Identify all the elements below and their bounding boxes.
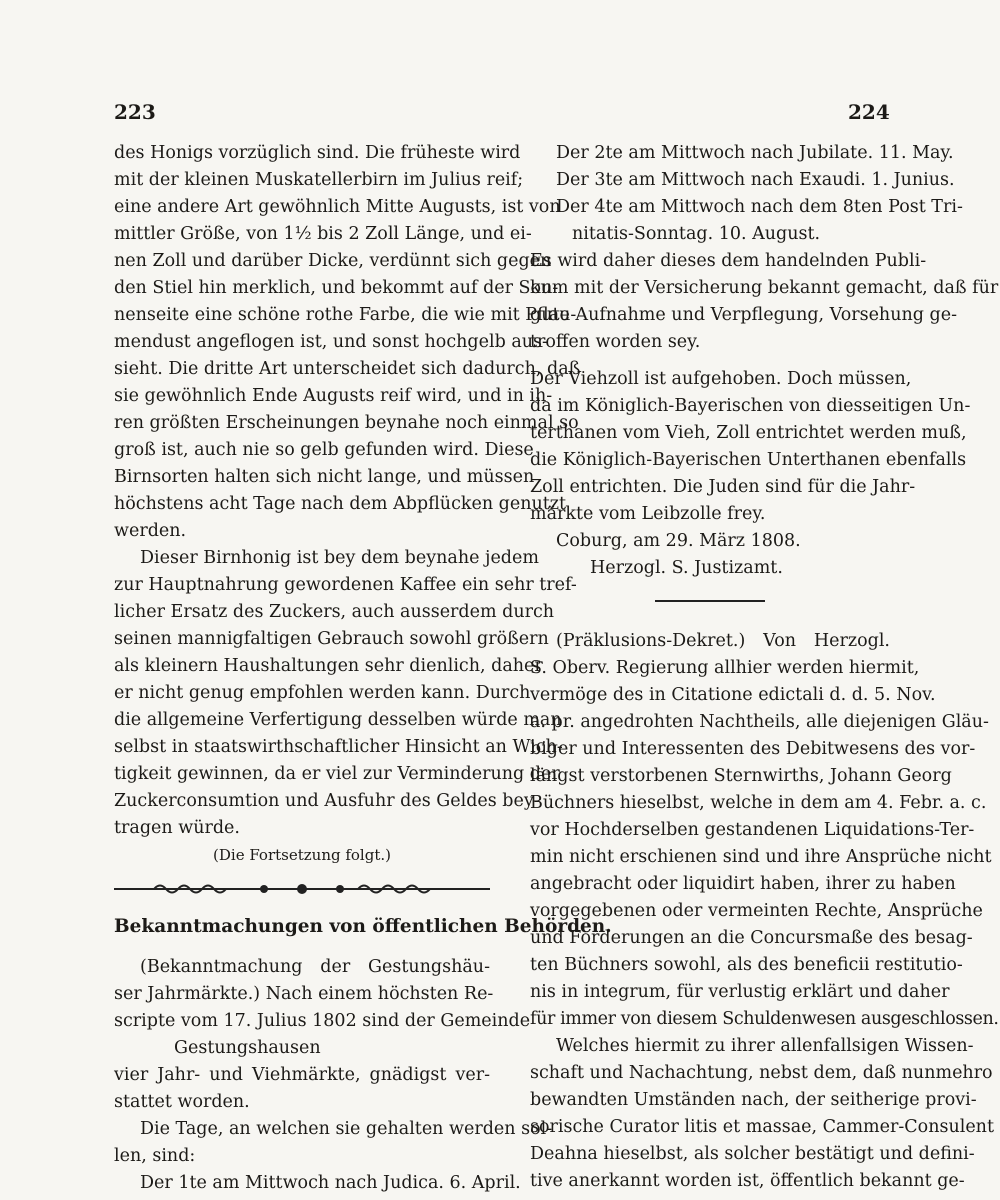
text-line: S. Oberv. Regierung allhier werden hiermit, <box>530 658 920 678</box>
section-heading: Bekanntmachungen von öffentlichen Behörden. <box>114 916 612 937</box>
text-line: min nicht erschienen sind und ihre Ansprüche nicht <box>530 847 992 867</box>
text-line: vier Jahr- und Viehmärkte, gnädigst ver- <box>114 1065 490 1085</box>
text-line: vorgegebenen oder vermeinten Rechte, Ansprüche <box>530 901 983 921</box>
text-line: kum mit der Versicherung bekannt gemacht, daß für <box>530 278 999 298</box>
signature: Herzogl. S. Justizamt. <box>590 558 783 578</box>
text-line: vermöge des in Citatione edictali d. d. 5. Nov. <box>530 685 936 705</box>
text-line: ren größten Erscheinungen beynahe noch einmal so <box>114 413 579 433</box>
text-line: Birnsorten halten sich nicht lange, und müssen <box>114 467 535 487</box>
text-line: die allgemeine Verfertigung desselben würde man <box>114 710 562 730</box>
text-line: biger und Interessenten des Debitwesens des vor- <box>530 739 976 759</box>
text-line: werden. <box>114 521 187 541</box>
text-line: zur Hauptnahrung gewordenen Kaffee ein sehr tref- <box>114 575 577 595</box>
text-line: höchstens acht Tage nach dem Abpflücken genutzt <box>114 494 567 514</box>
text-line: troffen worden sey. <box>530 332 701 352</box>
text-line: a. pr. angedrohten Nachtheils, alle diejenigen Gläu- <box>530 712 989 732</box>
right-column <box>530 140 999 1195</box>
text-line: nitatis-Sonntag. 10. August. <box>572 224 821 244</box>
text-line: groß ist, auch nie so gelb gefunden wird. Diese <box>114 440 534 460</box>
text-line: Gestungshausen <box>174 1038 321 1058</box>
continuation-note: (Die Fortsetzung folgt.) <box>213 846 391 864</box>
text-line: Der 2te am Mittwoch nach Jubilate. 11. May. <box>556 143 954 163</box>
text-line: tragen würde. <box>114 818 240 838</box>
text-line: längst verstorbenen Sternwirths, Johann Georg <box>530 766 952 786</box>
right-paragraph-4 <box>530 1033 994 1195</box>
text-line: bewandten Umständen nach, der seitherige provi- <box>530 1090 977 1110</box>
text-line: sie gewöhnlich Ende Augusts reif wird, und in ih- <box>114 386 553 406</box>
text-line: nis in integrum, für verlustig erklärt und daher <box>530 982 950 1002</box>
text-line: Zoll entrichten. Die Juden sind für die Jahr- <box>530 477 916 497</box>
text-line: für immer von diesem Schuldenwesen ausgeschlossen. <box>530 1009 999 1029</box>
text-line: Der 3te am Mittwoch nach Exaudi. 1. Junius. <box>556 170 955 190</box>
text-line: Dieser Birnhonig ist bey dem beynahe jedem <box>140 548 539 568</box>
section-divider <box>655 600 765 602</box>
text-line: den Stiel hin merklich, und bekommt auf der Son- <box>114 278 559 298</box>
text-line: märkte vom Leibzolle frey. <box>530 504 766 524</box>
text-line: tive anerkannt worden ist, öffentlich bekannt ge- <box>530 1171 965 1191</box>
text-line: mendust angeflogen ist, und sonst hochgelb aus- <box>114 332 548 352</box>
text-line: licher Ersatz des Zuckers, auch ausserdem durch <box>114 602 555 622</box>
text-line: (Bekanntmachung der Gestungshäu- <box>140 957 490 977</box>
ornamental-divider <box>114 875 490 903</box>
right-paragraph-1 <box>530 248 999 356</box>
text-line: len, sind: <box>114 1146 196 1166</box>
text-line: gute Aufnahme und Verpflegung, Vorsehung ge- <box>530 305 957 325</box>
text-line: tigkeit gewinnen, da er viel zur Verminderung der <box>114 764 560 784</box>
right-paragraph-3 <box>530 628 999 1033</box>
text-line: Welches hiermit zu ihrer allenfallsigen Wissen- <box>556 1036 974 1056</box>
text-line: mit der kleinen Muskatellerbirn im Julius reif; <box>114 170 524 190</box>
text-line: Der 1te am Mittwoch nach Judica. 6. April. <box>140 1173 521 1193</box>
market-dates-list <box>530 140 963 248</box>
text-line: Die Tage, an welchen sie gehalten werden sol- <box>140 1119 553 1139</box>
left-paragraph-4 <box>114 1116 553 1197</box>
text-line: Büchners hieselbst, welche in dem am 4. Febr. a. c. <box>530 793 987 813</box>
text-line: nen Zoll und darüber Dicke, verdünnt sich gegen <box>114 251 552 271</box>
right-paragraph-2 <box>530 366 971 528</box>
text-line: seinen mannigfaltigen Gebrauch sowohl größern <box>114 629 549 649</box>
place-date: Coburg, am 29. März 1808. <box>556 531 801 551</box>
page-number-left: 223 <box>114 100 156 124</box>
text-line: sorische Curator litis et massae, Cammer-Consulent <box>530 1117 994 1137</box>
text-line: die Königlich-Bayerischen Unterthanen ebenfalls <box>530 450 967 470</box>
text-line: stattet worden. <box>114 1092 250 1112</box>
text-line: (Präklusions-Dekret.) Von Herzogl. <box>556 631 890 651</box>
text-line: als kleinern Haushaltungen sehr dienlich, daher <box>114 656 543 676</box>
left-paragraph-1 <box>114 140 581 545</box>
text-line: scripte vom 17. Julius 1802 sind der Gemeinde <box>114 1011 531 1031</box>
text-line: nenseite eine schöne rothe Farbe, die wie mit Pflau- <box>114 305 577 325</box>
page-number-right: 224 <box>848 100 890 124</box>
text-line: selbst in staatswirthschaftlicher Hinsicht an Wich- <box>114 737 563 757</box>
text-line: terthanen vom Vieh, Zoll entrichtet werden muß, <box>530 423 967 443</box>
text-line: Es wird daher dieses dem handelnden Publi- <box>530 251 927 271</box>
text-line: er nicht genug empfohlen werden kann. Durch <box>114 683 531 703</box>
text-line: angebracht oder liquidirt haben, ihrer zu haben <box>530 874 956 894</box>
text-line: vor Hochderselben gestandenen Liquidations-Ter- <box>530 820 975 840</box>
text-line: Der 4te am Mittwoch nach dem 8ten Post Tri- <box>556 197 963 217</box>
text-line: sieht. Die dritte Art unterscheidet sich dadurch, daß <box>114 359 581 379</box>
left-column <box>114 140 612 1197</box>
text-line: ser Jahrmärkte.) Nach einem höchsten Re- <box>114 984 494 1004</box>
text-line: des Honigs vorzüglich sind. Die früheste wird <box>114 143 521 163</box>
left-paragraph-3 <box>114 954 531 1116</box>
text-line: eine andere Art gewöhnlich Mitte Augusts, ist von <box>114 197 561 217</box>
text-line: da im Königlich-Bayerischen von diesseitigen Un- <box>530 396 971 416</box>
text-line: Der Viehzoll ist aufgehoben. Doch müssen, <box>530 369 912 389</box>
text-line: schaft und Nachachtung, nebst dem, daß nunmehro <box>530 1063 993 1083</box>
left-paragraph-2 <box>114 545 577 842</box>
text-line: und Forderungen an die Concursmaße des besag- <box>530 928 973 948</box>
text-line: Zuckerconsumtion und Ausfuhr des Geldes bey- <box>114 791 540 811</box>
text-line: mittler Größe, von 1½ bis 2 Zoll Länge, und ei- <box>114 224 532 244</box>
text-line: ten Büchners sowohl, als des beneficii restitutio- <box>530 955 963 975</box>
text-line: Deahna hieselbst, als solcher bestätigt und defini- <box>530 1144 975 1164</box>
